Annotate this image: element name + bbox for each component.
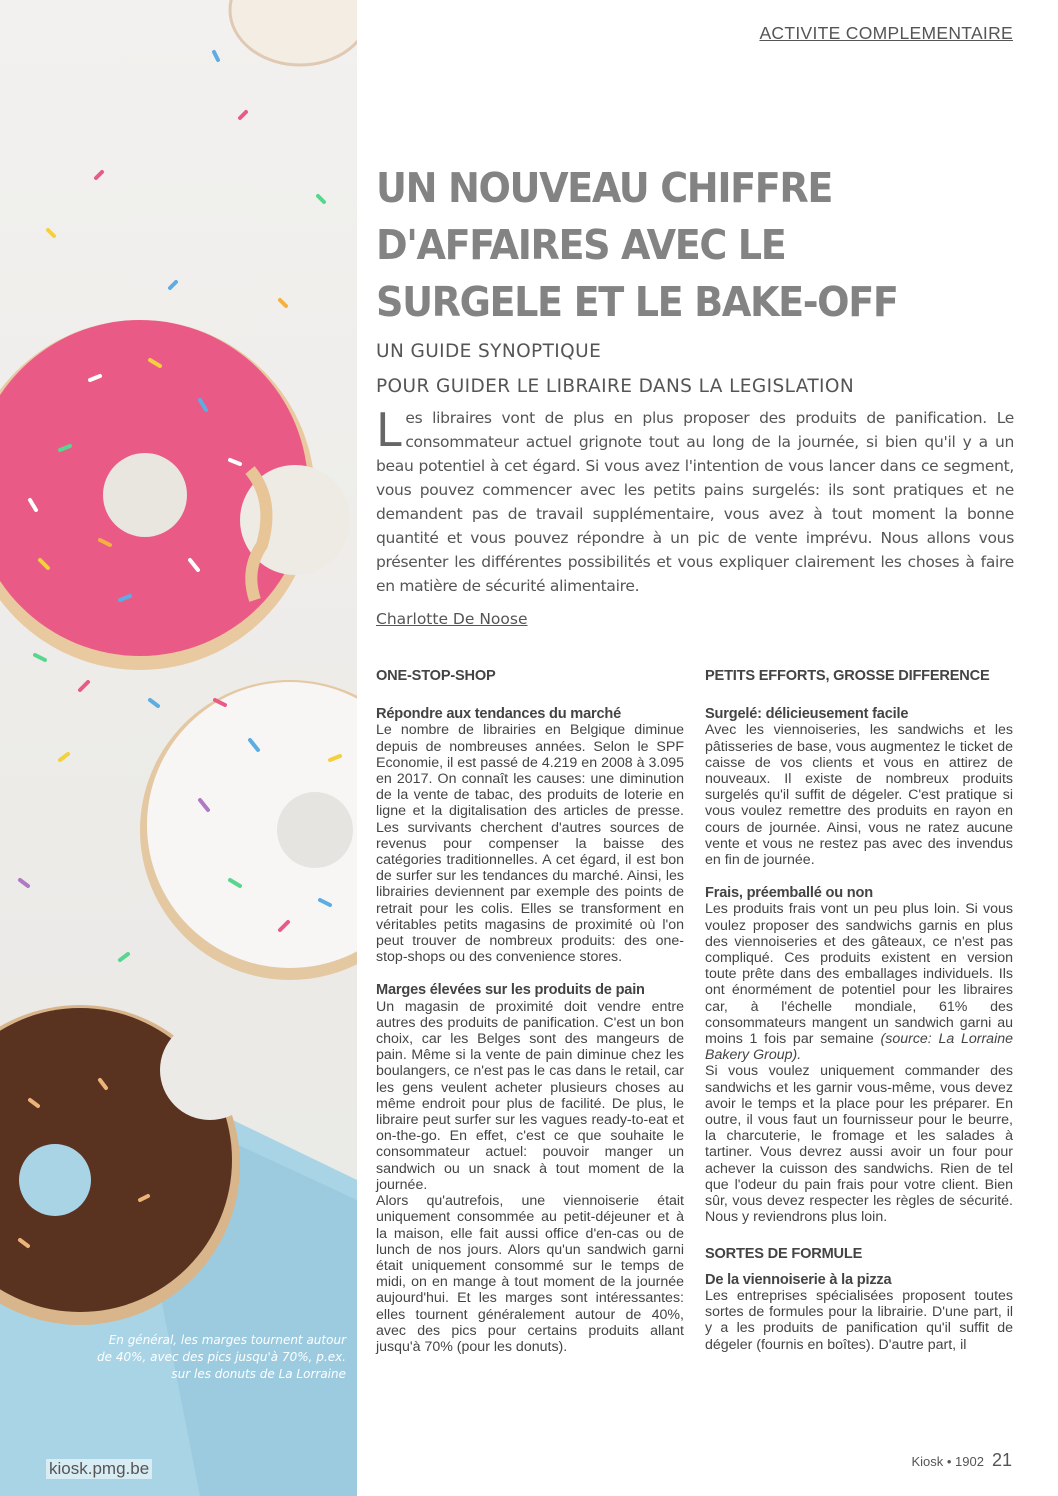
left-paragraph-1: Le nombre de librairies en Belgique diminue depuis de nombreuses années. Selon le SPF Economie, il est passé de 4.219 en 2008 à 3.095 en 2017. On connaît les causes: une diminution de la vente de tabac, des produits de loterie en ligne et la digitalisation des articles de presse. Les survivants cherchent d'autres sources de revenus pour compenser la baisse des catégories traditionnelles. A cet égard, il est bon de surfer sur les tendances du marché. Ainsi, les librairies deviennent par exemple des points de retrait pour les colis. Elles se transforment en véritables petits magasins de proximité où l'on peut trouver de nombreux produits: des one-stop-shops ou des convenience stores. [376, 722, 684, 966]
headline: UN NOUVEAU CHIFFRE D'AFFAIRES AVEC LE SURGELE ET LE BAKE-OFF [376, 164, 898, 326]
author-byline: Charlotte De Noose [376, 610, 528, 628]
intro-text: es libraires vont de plus en plus proposer des produits de panification. Le consommateur actuel grignote tout au long de la journée, si bien qu'il y a un beau potentiel à cet égard. Si vous avez l'intention de vous lancer dans ce segment, vous pouvez commencer avec les petits pains surgelés: ils sont pratiques et ne demandent pas de travail supplémentaire, vous avez à tout moment la bonne quantité et vous pouvez répondre à un pic de vente imprévu. Nous allons vous présenter les différentes possibilités et vous expliquer clairement les choses à faire en matière de sécurité alimentaire. [376, 409, 1014, 595]
donut-illustration [0, 0, 357, 1496]
section-label: ACTIVITE COMPLEMENTAIRE [759, 23, 1013, 43]
intro-paragraph [376, 403, 1014, 598]
page-number: 21 [991, 1450, 1012, 1470]
pink-donut [0, 320, 350, 670]
right-subheading-2: Frais, préemballé ou non [705, 885, 873, 902]
right-column-heading: PETITS EFFORTS, GROSSE DIFFERENCE [705, 668, 990, 684]
subtitle-2: POUR GUIDER LE LIBRAIRE DANS LA LEGISLATION [376, 376, 855, 397]
left-column-heading: ONE-STOP-SHOP [376, 668, 496, 684]
right-paragraph-2-text: Les produits frais vont un peu plus loin. Si vous voulez proposer des sandwichs garnis en plus des viennoiseries et des gâteaux, ce n'est pas compliqué. Ces produits existent en version toute prête dans des emballages individuels. Ils ont énormément de potentiel pour les libraires car, à l'échelle mondiale, 61% des consommateurs mangent un sandwich garni au moins 1 fois par semaine [705, 901, 1013, 1048]
left-subheading-2: Marges élevées sur les produits de pain [376, 982, 645, 999]
page-footer [911, 1450, 1012, 1471]
right-paragraph-3: Si vous voulez uniquement commander des sandwichs et les garnir vous-même, vous devez avoir le temps et la place pour les préparer. En outre, il vous faut un fournisseur pour le beurre, la charcuterie, le fromage et les salades à tartiner. Vous devrez aussi avoir un four pour achever la cuisson des sandwichs. Rien de tel que l'odeur du pain frais pour votre client. Bien sûr, vous devez respecter les règles de sécurité. Nous y reviendrons plus loin. [705, 1063, 1013, 1226]
right-subheading-1: Surgelé: délicieusement facile [705, 706, 909, 723]
left-paragraph-2: Un magasin de proximité doit vendre entre autres des produits de panification. C'est un bon choix, car les Belges sont des mangeurs de pain. Même si la vente de pain diminue chez les boulangers, ce n'est pas le cas dans le retail, car les gens veulent acheter plusieurs choses au même endroit pour plus de facilité. De plus, le libraire peut surfer sur les vagues ready-to-eat et on-the-go. En effet, c'est ce que souhaite le consommateur actuel: pouvoir manger un sandwich ou un snack à tout moment de la journée. [376, 998, 684, 1193]
white-donut [140, 680, 357, 980]
drop-cap: L [376, 403, 402, 457]
source-note: (source: La Lorraine Bakery Group). [705, 1031, 1013, 1064]
left-subheading-1: Répondre aux tendances du marché [376, 706, 622, 723]
right-column-heading-2: SORTES DE FORMULE [705, 1245, 863, 1262]
left-paragraph-3: Alors qu'autrefois, une viennoiserie était uniquement consommée au petit-déjeuner et à la maison, elle fait aussi office d'en-cas ou de lunch de nos jours. Alors qu'un sandwich garni était uniquement consommé sur le temps de midi, on en mange à tout moment de la journée aujourd'hui. Et les marges sont intéressantes: elles tournent généralement autour de 40%, avec des pics pour certains produits allant jusqu'à 70% (pour les donuts). [376, 1193, 684, 1355]
right-paragraph-2 [705, 901, 1013, 1063]
right-column [705, 668, 1013, 1353]
right-subheading-3: De la viennoiserie à la pizza [705, 1271, 892, 1288]
site-url[interactable]: kiosk.pmg.be [46, 1459, 152, 1479]
subtitle-1: UN GUIDE SYNOPTIQUE [376, 341, 602, 362]
magazine-issue: Kiosk • 1902 [911, 1454, 984, 1469]
right-paragraph-1: Avec les viennoiseries, les sandwichs et les pâtisseries de base, vous augmentez le ticket de caisse de vos clients et vous en attirez de nouveaux. Il existe de nombreux produits surgelés qu'il suffit de dégeler. C'est pratique si vous voulez remettre des produits en rayon en cours de journée. Ainsi, vous ne ratez aucune vente et vous ne restez pas avec des invendus en fin de journée. [705, 722, 1013, 869]
photo-caption: En général, les marges tournent autour de 40%, avec des pics jusqu'à 70%, p.ex. sur les donuts de La Lorraine [97, 1333, 346, 1381]
left-column [376, 668, 684, 1355]
donut-photo [0, 0, 357, 1496]
right-paragraph-4: Les entreprises spécialisées proposent toutes sortes de formules pour la librairie. D'une part, il y a les produits de panification qu'il suffit de dégeler (fournis en boîtes). D'autre part, il [705, 1287, 1013, 1353]
